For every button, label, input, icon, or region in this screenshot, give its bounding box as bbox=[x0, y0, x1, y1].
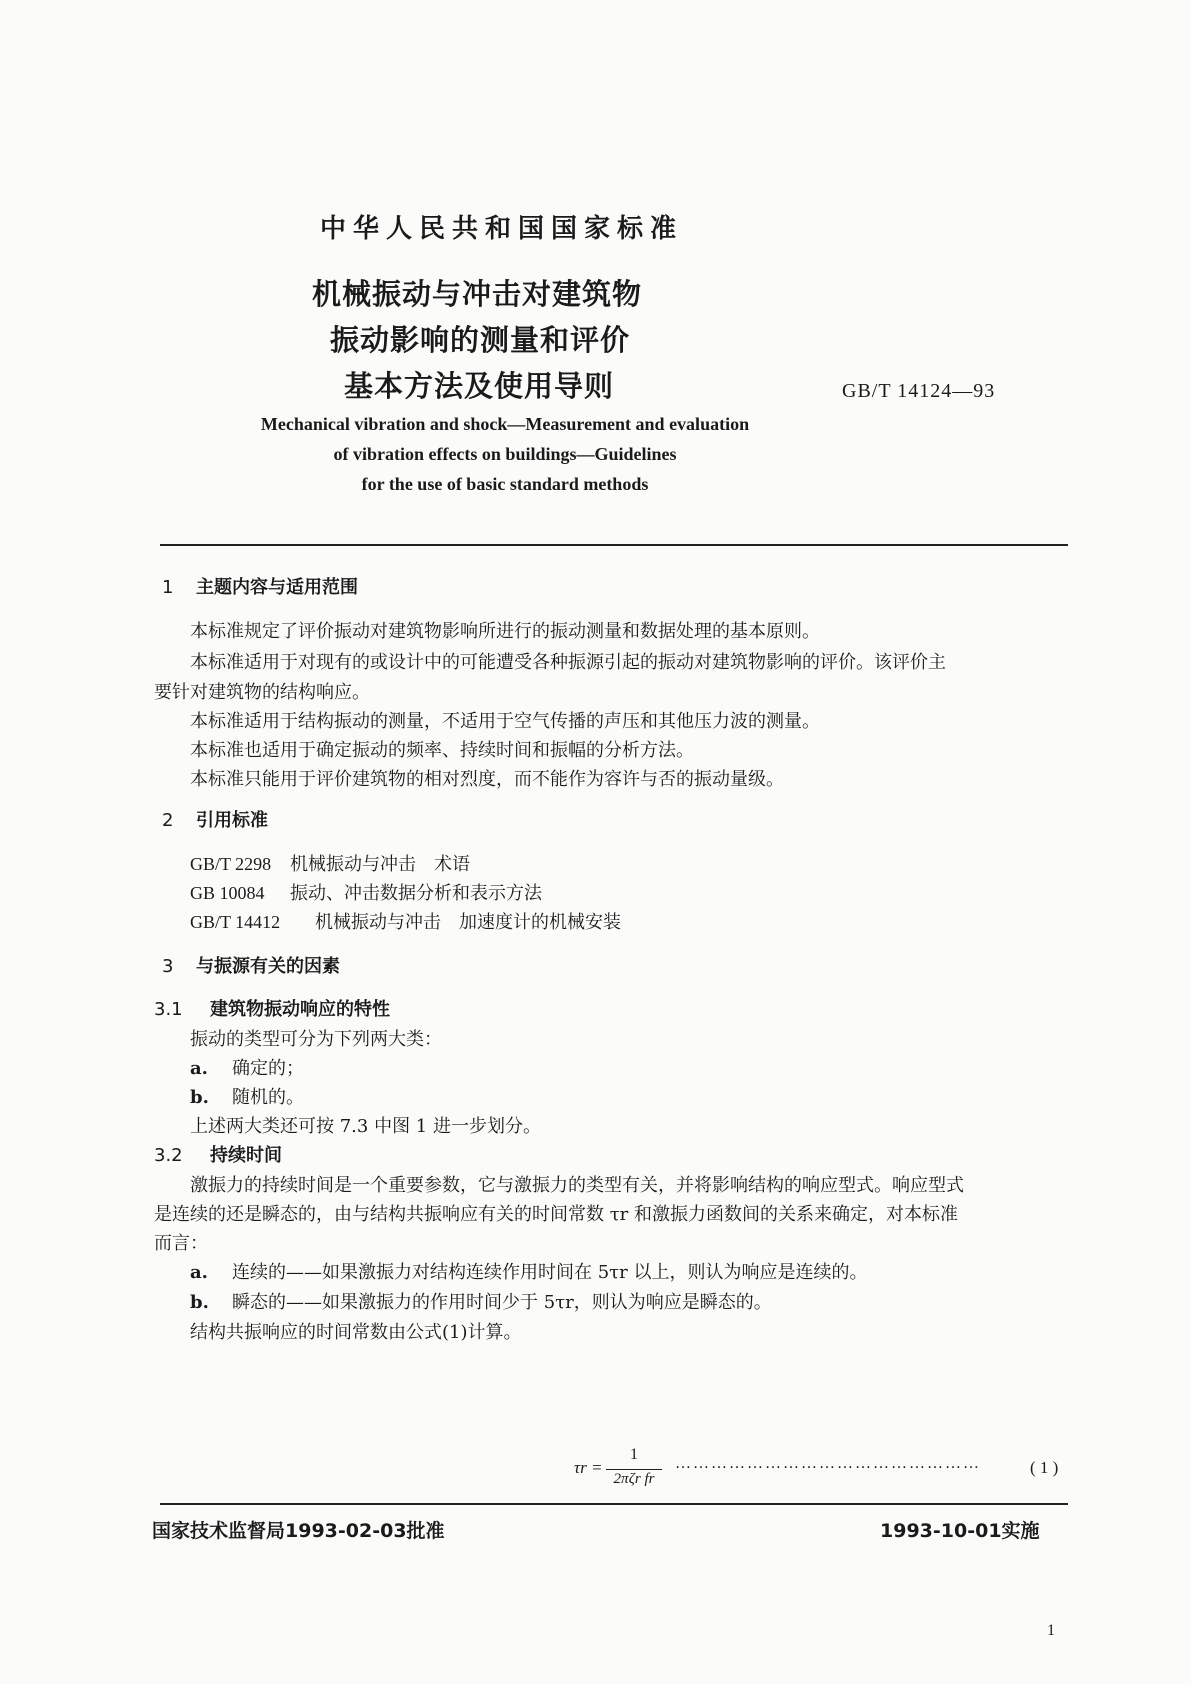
equation-number: ( 1 ) bbox=[1030, 1458, 1059, 1477]
footer-divider bbox=[160, 1503, 1068, 1505]
title-line-3: 基本方法及使用导则 bbox=[344, 369, 615, 403]
approval-date: 国家技术监督局1993-02-03批准 bbox=[152, 1520, 445, 1542]
list-text: 确定的； bbox=[232, 1058, 304, 1079]
section-number: 2 bbox=[162, 810, 174, 831]
reference-name: 振动、冲击数据分析和表示方法 bbox=[290, 883, 542, 904]
section-number: 3 bbox=[162, 956, 174, 977]
subsection-number: 3.2 bbox=[154, 1145, 183, 1166]
section-2-heading bbox=[162, 806, 268, 832]
subsection-title: 建筑物振动响应的特性 bbox=[210, 999, 390, 1020]
list-item bbox=[190, 1054, 304, 1080]
list-item bbox=[190, 1083, 304, 1109]
fraction-bar bbox=[606, 1469, 662, 1470]
section-3-heading bbox=[162, 952, 340, 978]
list-marker: a. bbox=[190, 1262, 208, 1283]
equation-leader-dots: …………………………………………… bbox=[675, 1455, 981, 1472]
english-title-line-1: Mechanical vibration and shock—Measurement and evaluation bbox=[260, 414, 750, 434]
header-divider bbox=[160, 544, 1068, 546]
reference-code: GB/T 2298 bbox=[190, 854, 272, 874]
equation-lhs: τr = bbox=[574, 1458, 603, 1477]
list-item bbox=[190, 1288, 772, 1314]
list-text: 随机的。 bbox=[232, 1087, 304, 1108]
reference-item bbox=[190, 850, 470, 876]
s1-paragraph-5: 本标准只能用于评价建筑物的相对烈度，而不能作为容许与否的振动量级。 bbox=[190, 769, 784, 790]
list-text: 瞬态的——如果激振力的作用时间少于 5τr，则认为响应是瞬态的。 bbox=[232, 1292, 772, 1313]
title-line-1: 机械振动与冲击对建筑物 bbox=[312, 277, 643, 311]
s1-paragraph-4: 本标准也适用于确定振动的频率、持续时间和振幅的分析方法。 bbox=[190, 740, 694, 761]
s1-paragraph-3: 本标准适用于结构振动的测量，不适用于空气传播的声压和其他压力波的测量。 bbox=[190, 711, 820, 732]
subsection-3-1-heading bbox=[154, 995, 390, 1021]
formula-intro: 结构共振响应的时间常数由公式(1)计算。 bbox=[190, 1322, 522, 1343]
page-number: 1 bbox=[1047, 1622, 1055, 1639]
section-title: 主题内容与适用范围 bbox=[196, 577, 358, 598]
subsection-3-2-heading bbox=[154, 1141, 282, 1167]
effective-date: 1993-10-01实施 bbox=[880, 1520, 1040, 1542]
s3-2-paragraph-line-3: 而言： bbox=[154, 1233, 208, 1254]
subsection-title: 持续时间 bbox=[210, 1145, 282, 1166]
list-text: 连续的——如果激振力对结构连续作用时间在 5τr 以上，则认为响应是连续的。 bbox=[232, 1262, 868, 1283]
list-marker: a. bbox=[190, 1058, 208, 1079]
equation-denominator: 2πζr fr bbox=[613, 1471, 655, 1487]
standard-number: GB/T 14124—93 bbox=[842, 380, 996, 402]
reference-code: GB/T 14412 bbox=[190, 912, 281, 932]
section-title: 引用标准 bbox=[196, 810, 268, 831]
s3-2-paragraph-line-1: 激振力的持续时间是一个重要参数，它与激振力的类型有关，并将影响结构的响应型式。响应型式 bbox=[190, 1175, 964, 1196]
equation-numerator: 1 bbox=[630, 1446, 638, 1463]
s3-1-intro: 振动的类型可分为下列两大类： bbox=[190, 1029, 442, 1050]
s1-paragraph-2-cont: 要针对建筑物的结构响应。 bbox=[154, 682, 370, 703]
standard-type-heading: 中华人民共和国国家标准 bbox=[320, 214, 684, 244]
reference-item bbox=[190, 879, 542, 905]
subsection-number: 3.1 bbox=[154, 999, 183, 1020]
english-title-line-3: for the use of basic standard methods bbox=[361, 474, 649, 494]
section-title: 与振源有关的因素 bbox=[196, 956, 340, 977]
s1-paragraph-2: 本标准适用于对现有的或设计中的可能遭受各种振源引起的振动对建筑物影响的评价。该评价主 bbox=[190, 652, 946, 673]
english-title-line-2: of vibration effects on buildings—Guidelines bbox=[333, 444, 677, 464]
list-marker: b. bbox=[190, 1292, 209, 1313]
reference-name: 机械振动与冲击 加速度计的机械安装 bbox=[315, 912, 621, 933]
section-number: 1 bbox=[162, 577, 174, 598]
list-item bbox=[190, 1258, 867, 1284]
s3-1-note: 上述两大类还可按 7.3 中图 1 进一步划分。 bbox=[190, 1116, 541, 1137]
title-line-2: 振动影响的测量和评价 bbox=[330, 323, 631, 357]
s3-2-paragraph-line-2: 是连续的还是瞬态的，由与结构共振响应有关的时间常数 τr 和激振力函数间的关系来确定，对本标准 bbox=[154, 1204, 959, 1225]
reference-name: 机械振动与冲击 术语 bbox=[290, 854, 470, 875]
section-1-heading bbox=[162, 573, 358, 599]
s1-paragraph-1: 本标准规定了评价振动对建筑物影响所进行的振动测量和数据处理的基本原则。 bbox=[190, 621, 820, 642]
list-marker: b. bbox=[190, 1087, 209, 1108]
reference-code: GB 10084 bbox=[190, 883, 265, 903]
reference-item bbox=[190, 908, 621, 934]
